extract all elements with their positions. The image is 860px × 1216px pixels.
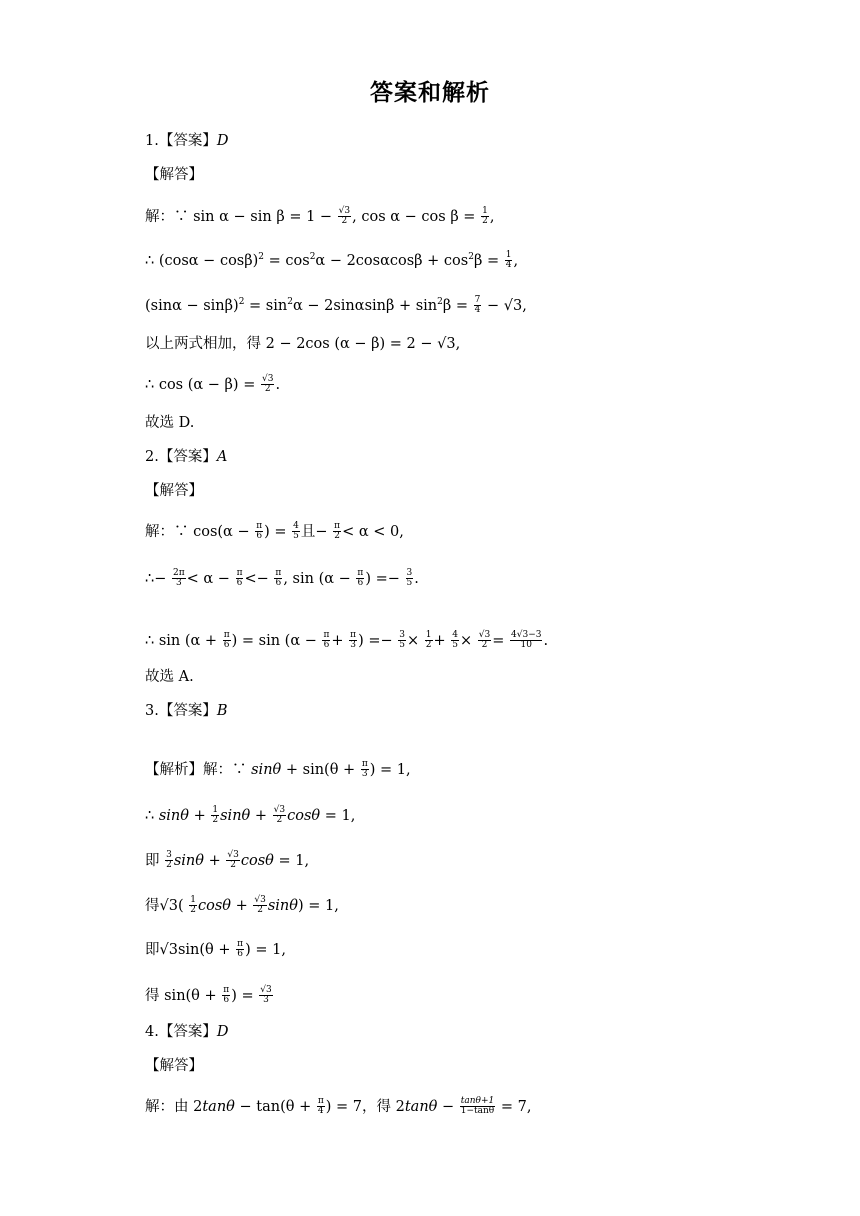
fraction: $\frac{\pi}{3}$ — [350, 630, 357, 651]
fraction: $\frac{3}{2}$ — [166, 850, 172, 871]
q4-solution-line-1: 解：由 2tanθ − tan(θ + $\frac{\pi}{4}$ ) = 7，得 2tanθ − $\frac{\tan\theta+1}{1-\tan\theta}$ = 7, — [145, 1096, 532, 1117]
q4-answer-letter: D — [216, 1024, 229, 1040]
q2-conclusion: 故选 A. — [145, 669, 194, 685]
q2-solution-line-2: ∴− $\frac{2\pi}{3}$ < α − $\frac{\pi}{6}$ <− $\frac{\pi}{6}$ , sin (α − $\frac{\pi}{6}$ ) =− $\frac{3}{5}$ . — [145, 568, 419, 589]
q1-solution-line-5: ∴ cos (α − β) = $\frac{√3}{2}$ . — [145, 374, 281, 395]
q3-solution-line-6: 得 sin(θ + $\frac{\pi}{6}$ ) = $\frac{√3}{3}$ — [145, 985, 272, 1006]
fraction: $\frac{√3}{2}$ — [227, 850, 239, 871]
fraction: $\frac{1}{2}$ — [425, 630, 432, 651]
fraction: $\frac{\pi}{6}$ — [236, 568, 243, 589]
fraction: $\frac{\tan\theta+1}{1-\tan\theta}$ — [460, 1096, 495, 1117]
fraction: $\frac{7}{4}$ — [474, 295, 481, 316]
fraction: $\frac{4√3-3}{10}$ — [511, 630, 542, 651]
q3-solution-line-4: 得√3( $\frac{1}{2}$ cosθ + $\frac{√3}{2}$ sinθ) = 1, — [145, 895, 339, 916]
fraction: $\frac{\pi}{6}$ — [275, 568, 282, 589]
fraction: $\frac{4}{5}$ — [452, 630, 459, 651]
q1-conclusion: 故选 D. — [145, 415, 195, 431]
q1-answer-line: 1.【答案】D — [145, 133, 229, 149]
fraction: $\frac{1}{2}$ — [212, 805, 219, 826]
fraction: $\frac{3}{5}$ — [406, 568, 413, 589]
fraction: $\frac{3}{5}$ — [399, 630, 406, 651]
q1-answer-letter: D — [216, 133, 229, 149]
fraction: $\frac{1}{4}$ — [505, 250, 512, 271]
q1-solution-line-1: 解：∵ sin α − sin β = 1 − $\frac{√3}{2}$ , cos α − cos β = $\frac{1}{2}$ , — [145, 206, 495, 227]
fraction: $\frac{1}{2}$ — [482, 206, 488, 227]
fraction: $\frac{√3}{2}$ — [478, 630, 491, 651]
fraction: $\frac{\pi}{6}$ — [223, 985, 230, 1006]
q2-solution-line-1: 解：∵ cos(α − $\frac{\pi}{6}$ ) = $\frac{4}{5}$ 且− $\frac{\pi}{2}$ < α < 0, — [145, 521, 404, 542]
q1-jieda-label: 【解答】 — [145, 167, 203, 183]
q3-answer-letter: B — [216, 703, 228, 719]
fraction: $\frac{√3}{2}$ — [273, 805, 286, 826]
fraction: $\frac{√3}{2}$ — [261, 374, 274, 395]
q1-solution-line-3: $(\sin\alpha - \sin\beta)^2 = \sin^2\alpha - 2\sin\alpha\sin\beta + \sin^2\beta$ = $\frac{7}{4}$ − √3, — [145, 295, 527, 316]
q2-solution-line-3: ∴ sin (α + $\frac{\pi}{6}$ ) = sin (α − $\frac{\pi}{6}$ + $\frac{\pi}{3}$ ) =− $\frac{3}{5}$ × $\frac{1}{2}$ + $\frac{4}{5}$ × $\frac{√3}{2}$ = $\frac{4√3-3}{10}$ . — [145, 630, 549, 651]
fraction: $\frac{\pi}{3}$ — [361, 759, 368, 780]
fraction: $\frac{\pi}{2}$ — [334, 521, 341, 542]
fraction: $\frac{\pi}{6}$ — [323, 630, 330, 651]
fraction: $\frac{4}{5}$ — [293, 521, 299, 542]
fraction: $\frac{\pi}{6}$ — [237, 939, 244, 960]
fraction: $\frac{\pi}{6}$ — [256, 521, 263, 542]
fraction: $\frac{√3}{2}$ — [254, 895, 266, 916]
q3-solution-line-2: ∴ sinθ + $\frac{1}{2}$ sinθ + $\frac{√3}{2}$ cosθ = 1, — [145, 805, 356, 826]
fraction: $\frac{√3}{3}$ — [260, 985, 272, 1006]
q3-solution-line-3: 即 $\frac{3}{2}$ sinθ + $\frac{√3}{2}$ cosθ = 1, — [145, 850, 310, 871]
q3-answer-line: 3.【答案】B — [145, 703, 228, 719]
q3-solution-line-5: 即√3sin(θ + $\frac{\pi}{6}$ ) = 1, — [145, 939, 286, 960]
fraction: $\frac{\pi}{4}$ — [317, 1096, 324, 1117]
q2-answer-letter: A — [216, 449, 228, 465]
q1-solution-line-4: 以上两式相加，得 2 − 2cos (α − β) = 2 − √3, — [145, 336, 461, 352]
fraction: $\frac{√3}{2}$ — [338, 206, 351, 227]
fraction: $\frac{\pi}{6}$ — [223, 630, 230, 651]
q2-answer-line: 2.【答案】A — [145, 449, 228, 465]
page-title: 答案和解析 — [370, 80, 490, 106]
q2-jieda-label: 【解答】 — [145, 483, 203, 499]
fraction: $\frac{1}{2}$ — [190, 895, 196, 916]
q3-solution-line-1: 【解析】解：∵ sinθ + sin(θ + $\frac{\pi}{3}$ ) = 1, — [145, 759, 411, 780]
q4-answer-line: 4.【答案】D — [145, 1024, 229, 1040]
q4-jieda-label: 【解答】 — [145, 1058, 203, 1074]
fraction: $\frac{2\pi}{3}$ — [172, 568, 185, 589]
q1-solution-line-2: ∴ $(\cos\alpha - \cos\beta)^2 = \cos^2\alpha - 2\cos\alpha\cos\beta + \cos^2\beta$ = $\frac{1}{4}$ , — [145, 250, 519, 271]
fraction: $\frac{\pi}{6}$ — [357, 568, 364, 589]
